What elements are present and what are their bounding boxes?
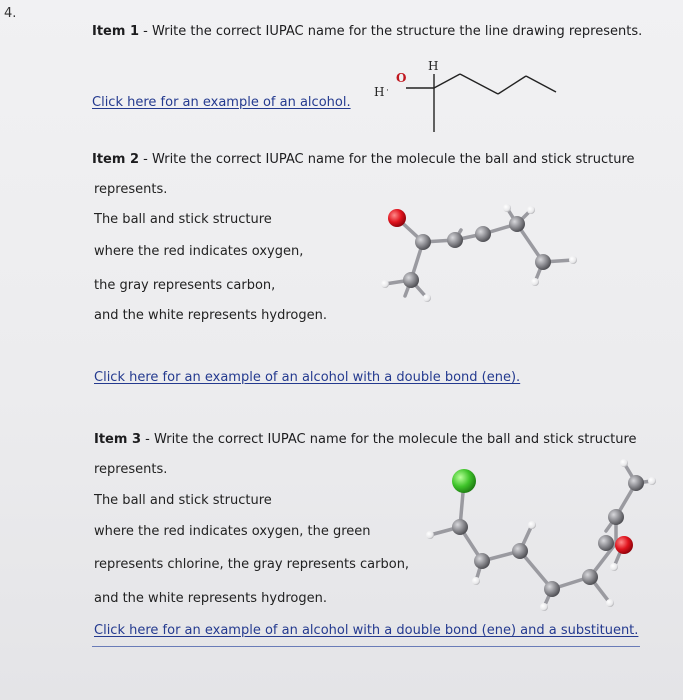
item2-prompt-line2: represents. [94,182,168,197]
item3-label: Item 3 [94,432,141,447]
item2-desc-line3: the gray represents carbon, [94,278,276,293]
atom-o: O [396,71,407,85]
item3-example-link[interactable]: Click here for an example of an alcohol with a double bond (ene) and a substituent. [94,623,639,638]
item3-desc-line3: represents chlorine, the gray represents carbon, [94,557,410,572]
bond-c2 [460,74,498,94]
oxygen-atom [615,536,633,554]
bond-c3 [498,76,526,94]
item3-prompt-line2: represents. [94,462,168,477]
item2-label: Item 2 [92,152,139,167]
item3-ball-stick-model [420,455,670,615]
item2-ball-stick-model [375,200,595,310]
item1-prompt [92,24,642,39]
bond-c1 [434,74,460,88]
item2-prompt-text: - Write the correct IUPAC name for the molecule the ball and stick structure [139,152,635,167]
item3-link-rule [92,646,640,647]
item3-desc-line1: The ball and stick structure [94,493,272,508]
item2-prompt-line1 [92,152,635,167]
item2-desc-line4: and the white represents hydrogen. [94,308,327,323]
item1-prompt-text: - Write the correct IUPAC name for the structure the line drawing represents. [139,24,643,39]
oxygen-atom [388,209,406,227]
question-number: 4. [4,6,17,21]
bond-c4 [526,76,556,92]
item2-example-link[interactable]: Click here for an example of an alcohol with a double bond (ene). [94,370,521,385]
item3-prompt-text: - Write the correct IUPAC name for the molecule the ball and stick structure [141,432,637,447]
chlorine-atom [452,469,476,493]
item3-prompt-line1 [94,432,637,447]
item3-desc-line4: and the white represents hydrogen. [94,591,327,606]
atom-dot: · [386,86,389,96]
atom-h-left: H [374,85,385,99]
item1-line-drawing [368,52,588,142]
item3-desc-line2: where the red indicates oxygen, the green [94,524,371,539]
item2-desc-line2: where the red indicates oxygen, [94,244,304,259]
item2-desc-line1: The ball and stick structure [94,212,272,227]
atom-h-top: H [428,59,439,73]
item1-label: Item 1 [92,24,139,39]
item1-example-link[interactable]: Click here for an example of an alcohol. [92,95,351,110]
